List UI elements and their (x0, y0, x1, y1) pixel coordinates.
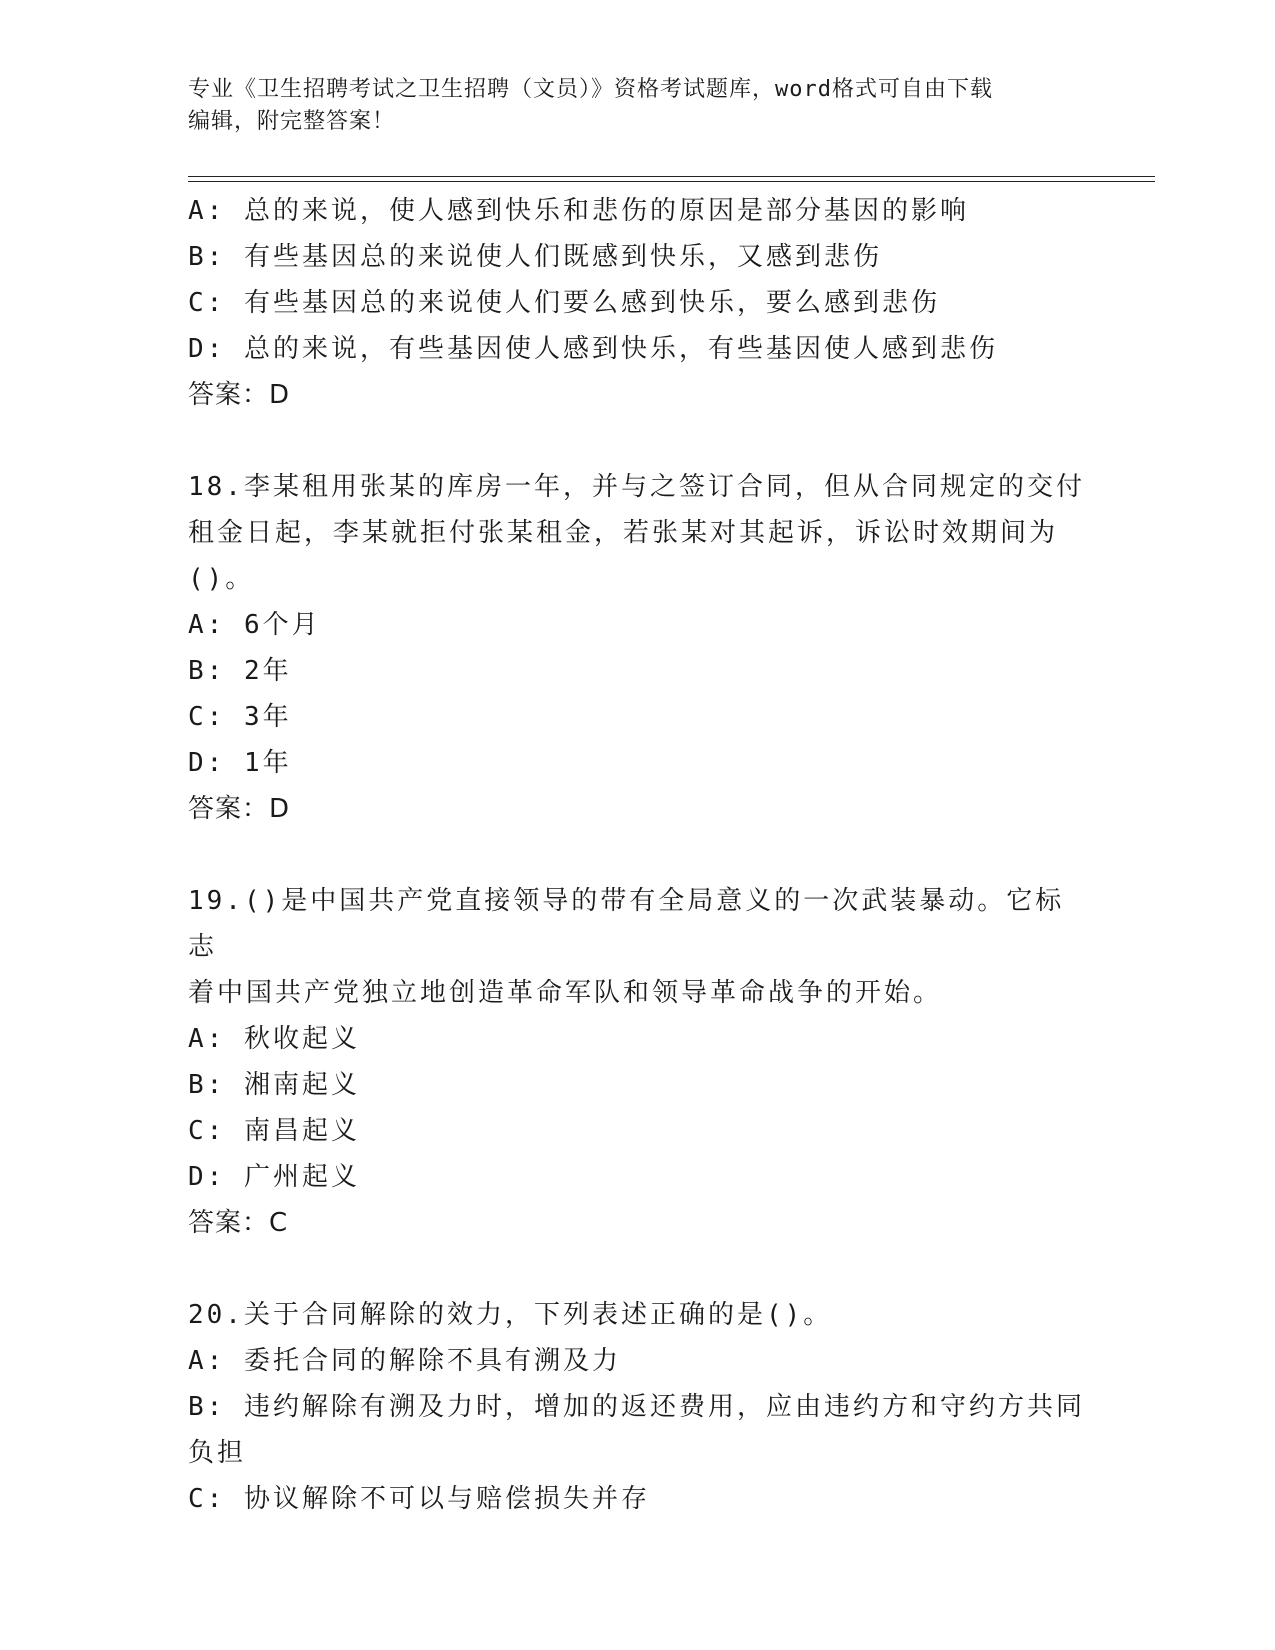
question-18 (188, 464, 1088, 832)
question-stem-line: 18.李某租用张某的库房一年，并与之签订合同，但从合同规定的交付 (188, 472, 1085, 502)
question-stem-line: 租金日起，李某就拒付张某租金，若张某对其起诉，诉讼时效期间为 (188, 518, 1059, 548)
question-19 (188, 878, 1088, 1246)
option-c: C: 南昌起义 (188, 1116, 360, 1146)
header-title-line-2: 编辑，附完整答案！ (188, 109, 396, 134)
question-17 (188, 188, 1088, 418)
spacer (188, 418, 1088, 464)
option-a: A: 委托合同的解除不具有溯及力 (188, 1346, 621, 1376)
option-b: B: 湘南起义 (188, 1070, 360, 1100)
header-divider-top (188, 176, 1155, 177)
option-a: A: 秋收起义 (188, 1024, 360, 1054)
question-stem-line: 19.()是中国共产党直接领导的带有全局意义的一次武装暴动。它标志 (188, 886, 1065, 962)
option-d: D: 总的来说，有些基因使人感到快乐，有些基因使人感到悲伤 (188, 334, 998, 364)
option-c: C: 有些基因总的来说使人们要么感到快乐，要么感到悲伤 (188, 288, 940, 318)
header-title-line-1: 专业《卫生招聘考试之卫生招聘（文员）》资格考试题库，word格式可自由下载 (188, 77, 993, 102)
question-20 (188, 1292, 1088, 1522)
spacer (188, 1246, 1088, 1292)
option-a: A: 6个月 (188, 610, 321, 640)
spacer (188, 832, 1088, 878)
header-divider-bottom (188, 181, 1155, 182)
option-b-continued: 负担 (188, 1438, 247, 1468)
question-stem-line: 20.关于合同解除的效力，下列表述正确的是()。 (188, 1300, 833, 1330)
option-b: B: 违约解除有溯及力时，增加的返还费用，应由违约方和守约方共同 (188, 1392, 1085, 1422)
question-list (188, 188, 1088, 1522)
question-stem-line: ()。 (188, 564, 255, 594)
answer-line: 答案：C (188, 1208, 289, 1238)
option-c: C: 3年 (188, 702, 292, 732)
answer-line: 答案：D (188, 794, 291, 824)
option-b: B: 2年 (188, 656, 292, 686)
question-stem-line: 着中国共产党独立地创造革命军队和领导革命战争的开始。 (188, 978, 943, 1008)
option-a: A: 总的来说，使人感到快乐和悲伤的原因是部分基因的影响 (188, 196, 969, 226)
answer-line: 答案：D (188, 380, 291, 410)
option-d: D: 广州起义 (188, 1162, 360, 1192)
option-b: B: 有些基因总的来说使人们既感到快乐，又感到悲伤 (188, 242, 882, 272)
option-c: C: 协议解除不可以与赔偿损失并存 (188, 1484, 650, 1514)
page-header (188, 74, 1088, 138)
option-d: D: 1年 (188, 748, 292, 778)
